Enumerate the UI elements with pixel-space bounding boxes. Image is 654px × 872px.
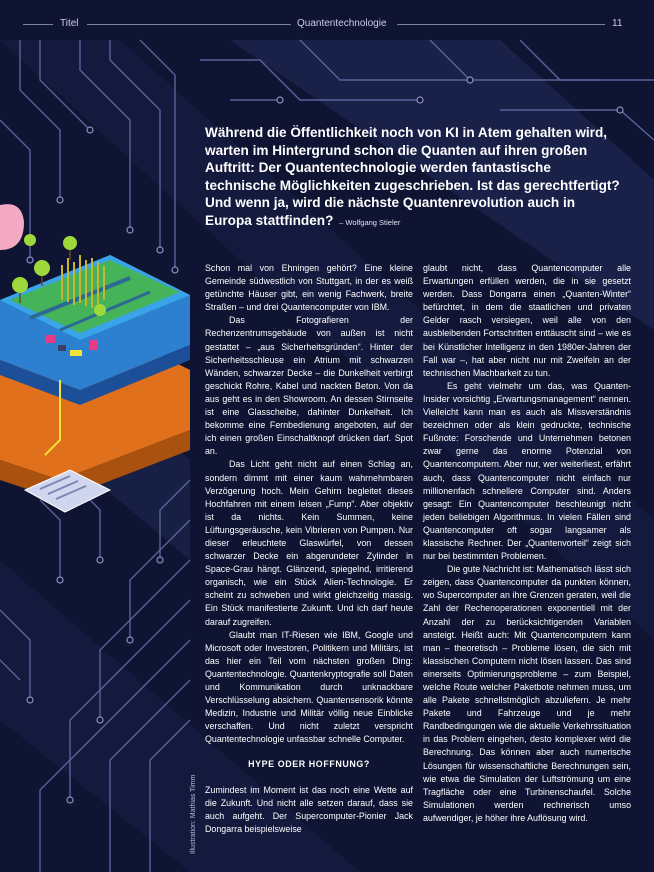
header-rule xyxy=(397,24,605,25)
text-column-1 xyxy=(205,262,413,836)
body-paragraph: Die gute Nachricht ist: Mathematisch lässt sich zeigen, dass Quantencomputer da punkten können, wo Supercomputer an ihre Grenzen geraten, weil die Zahl der Rechenoperationen exponentiell mit der Anzahl der zu berücksichtigenden Variablen ansteigt. Heißt auch: Mit Quantencomputern kann man – theoretisch – Probleme lösen, die sich mit klassischen Computern nicht lösen lassen. Das sind einerseits Optimierungsprobleme – zum Beispiel, welche Route welcher Paketbote nehmen muss, um alle Pakete schnellstmöglich abzuliefern. Je mehr Pakete und Fahrzeuge und je mehr Randbedingungen wie die aktuelle Verkehrssituation in das Problem eingehen, desto komplexer wird die Berechnung. Das können aber auch numerische Lösungen für wissenschaftliche Berechnungen sein, wie etwa die Simulation der Luftströmung um eine Tragfläche oder eine Turbinenschaufel. Solche Simulationen werden rechnerisch umso aufwendiger, je höher ihre Auflösung wird. xyxy=(423,564,631,823)
page-header xyxy=(0,0,654,40)
header-rule xyxy=(23,24,53,25)
body-paragraph: Schon mal von Ehningen gehört? Eine kleine Gemeinde südwestlich von Stuttgart, in der es weiß getünchte Häuser gibt, ein wenig Fachwerk, breite Straßen – und drei Quantencomputer von IBM. xyxy=(205,263,413,313)
body-paragraph: Das Licht geht nicht auf einen Schlag an, sondern dimmt mit einer kaum wahrnehmbaren Verzögerung hoch. Mein Gehirn begleitet dieses Hochfahren mit einem leisen „Fump“. Aber objektiv ist da nichts. Kein Summen, keine Lüftungsgeräusche, kein Vibrieren von Pumpen. Nur dieser erleuchtete Glaswürfel, von dessen schwarzer Decke ein abgerundeter Zylinder in Space-Grau hängt. Glänzend, spiegelnd, irritierend organisch, wie ein Stück Alien-Technologie. Er scheint zu schweben und wirkt gleichzeitig massig. Ein Stück manifestierte Zukunft. Und ich darf heute darauf zugreifen. xyxy=(205,459,413,627)
section-heading: HYPE ODER HOFFNUNG? xyxy=(248,759,370,770)
lead-paragraph xyxy=(205,124,625,231)
lead-text: Während die Öffentlichkeit noch von KI in Atem gehalten wird, warten im Hintergrund schon die Quanten auf ihren großen Auftritt: Der Quantentechnologie werden fantastische technische Möglichkeiten zugeschrieben. Ist das gerechtfertigt? Und wenn ja, wird die nächste Quantenrevolution auch in Europa stattfinden? xyxy=(205,125,620,228)
body-paragraph: Zumindest im Moment ist das noch eine Wette auf die Zukunft. Und nicht alle setzen darauf, dass sie auch aufgeht. Der Supercomputer-Pionier Jack Dongarra beispielsweise xyxy=(205,784,413,834)
body-paragraph: Das Fotografieren der Rechenzentrumsgebäude von außen ist nicht gestattet – „aus Sicherheitsgründen“. Hinter der Sicherheitsschleuse ein Atrium mit schwarzen Wänden, schwarzer Decke – die Dunkelheit verbirgt geschickt Rohre, Kabel und nackten Beton. Von da aus geht es in den Showroom. An dessen Stirnseite ist eine Glasscheibe, dahinter Dunkelheit. Ich bekomme eine Fernbedienung angeboten, auf der ich einen großen Einschaltknopf drücken darf. Spot an. xyxy=(205,315,413,457)
author-byline: – Wolfgang Stieler xyxy=(339,217,401,227)
body-paragraph: glaubt nicht, dass Quantencomputer alle Erwartungen erfüllen werden, die in sie gesetzt werden. Dass Dongarra einen „Quanten-Winter“ befürchtet, in dem die staatlichen und privaten Gelder rasch versiegen, weil alle von den ausbleibenden Fortschritten enttäuscht sind – wie es bei Künstlicher Intelligenz in den 1980er-Jahren der Fall war –, hat aber nicht nur mit Zweifeln an der technischen Machbarkeit zu tun. xyxy=(423,263,631,378)
section-label: Titel xyxy=(60,18,79,29)
credit-text: Illustration: Mathias Timm xyxy=(190,774,197,854)
header-rule xyxy=(87,24,291,25)
illustration-credit xyxy=(190,744,200,854)
page-number: 11 xyxy=(612,18,623,29)
topic-label: Quantentechnologie xyxy=(297,18,387,29)
text-column-2 xyxy=(423,262,631,825)
body-paragraph: Es geht vielmehr um das, was Quanten-Insider vorsichtig „Erwartungsmanagement“ nennen. Vielleicht kann man es auch als Missverständnis bezeichnen oder als klein gedruckte, technische Fußnote: Forschende und Unternehmen betonen zwar gerne das enorme Potenzial von Quantencomputern. Aber nur, wer weiterliest, erfährt auch, dass Quantencomputer nicht einfach nur millionenfach schnellere Computer sind. Anders gesagt: Ein Quantencomputer beschleunigt nicht jeden beliebigen Algorithmus. In vielen Fällen sind Quantencomputer oft sogar langsamer als klassische Rechner. Der „Quantenvorteil“ zeigt sich nur bei bestimmten Problemen. xyxy=(423,380,631,562)
body-paragraph: Glaubt man IT-Riesen wie IBM, Google und Microsoft oder Investoren, Politikern und Militärs, ist das hier ein Teil vom nächsten großen Ding: Quantentechnologie. Quantenkryptografie soll Daten und Kommunikation durch unknackbare Verschlüsselung absichern. Quantensensorik könnte Medizin, Industrie und Militär völlig neue Einblicke verschaffen. Und nicht zuletzt verspricht Quantentechnologie unfassbar schnelle Computer. xyxy=(205,629,413,745)
